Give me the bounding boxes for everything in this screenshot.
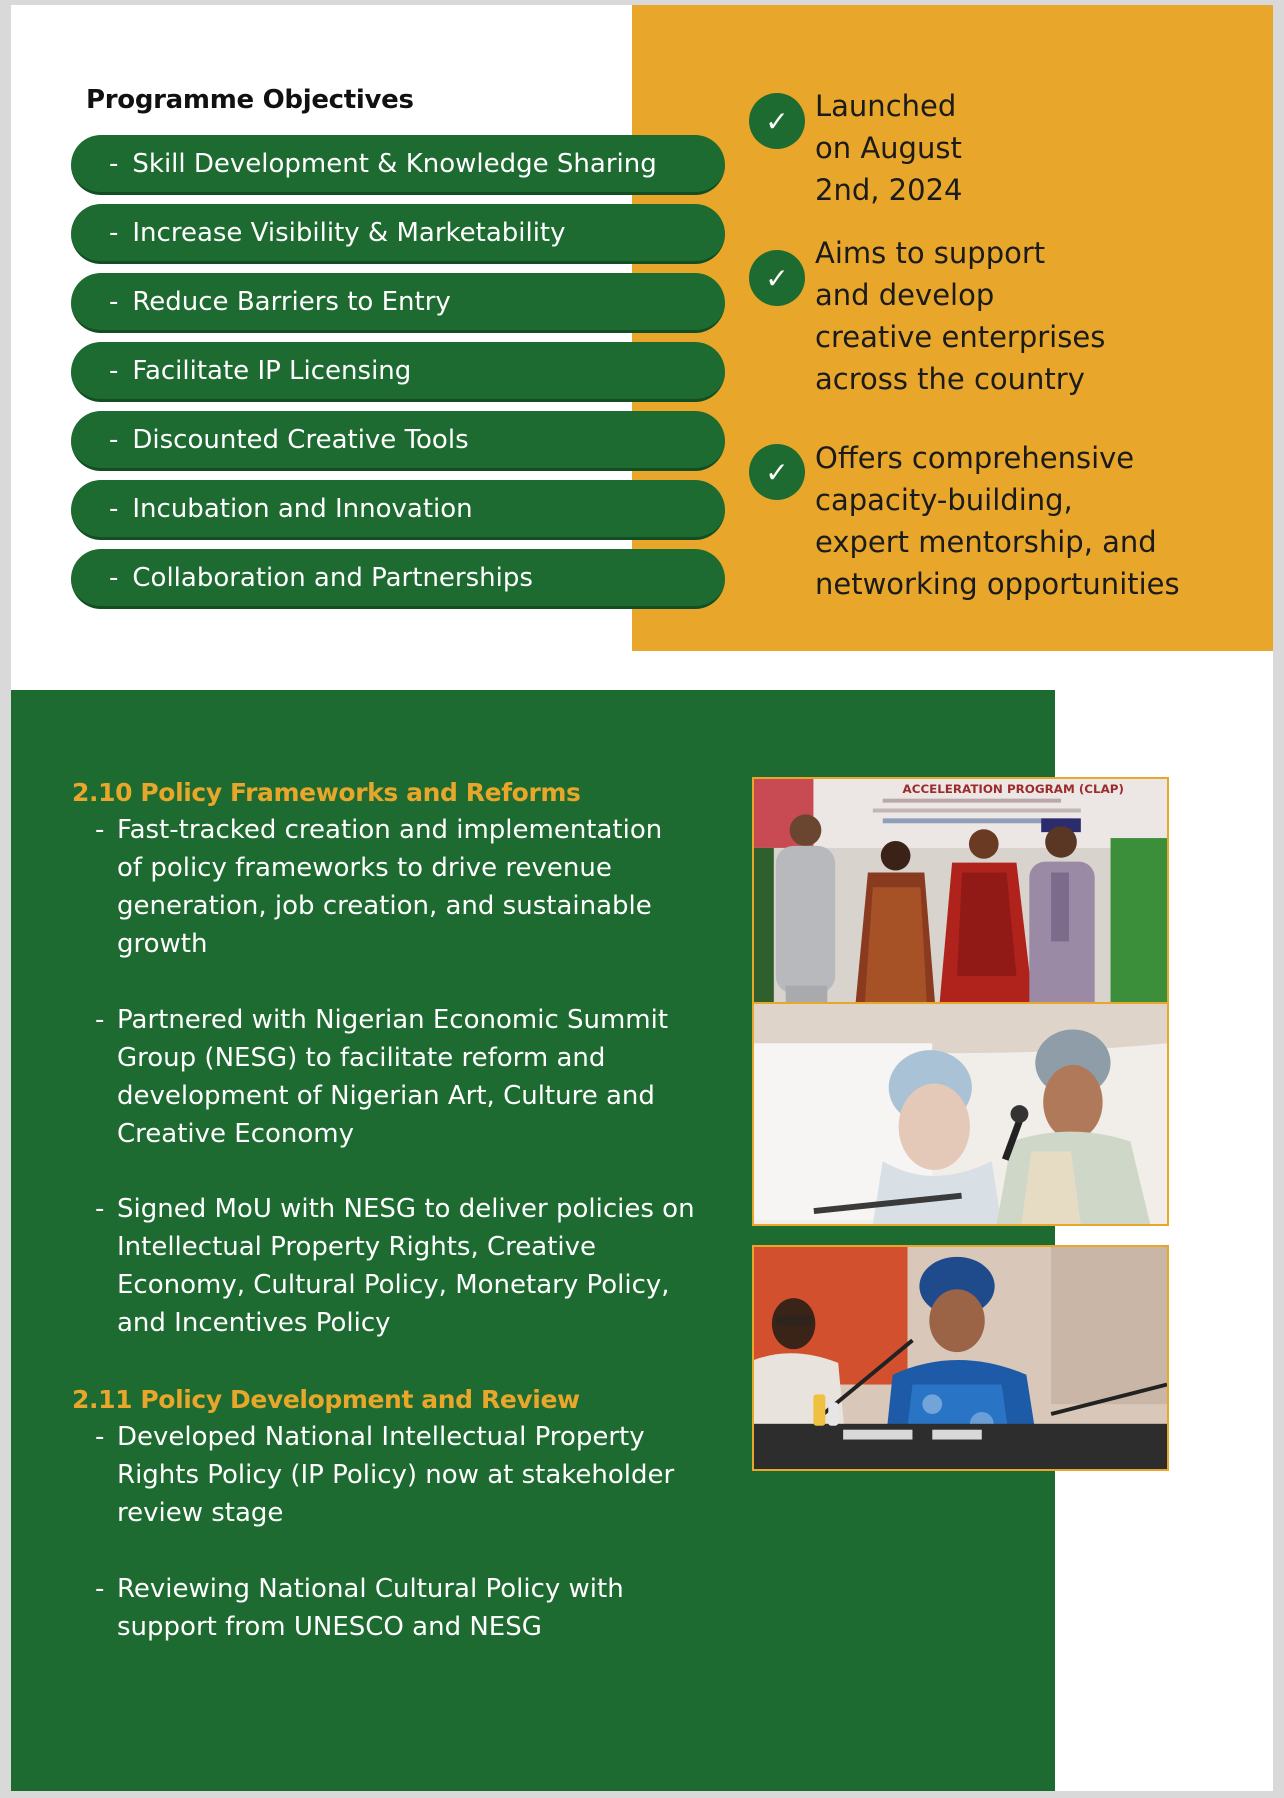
bullet-line: Group (NESG) to facilitate reform and (117, 1043, 606, 1073)
policy-bullet: - Reviewing National Cultural Policy with support from UNESCO and NESG (95, 1570, 695, 1646)
bullet-line: of policy frameworks to drive revenue (117, 853, 612, 883)
bullet-line: Rights Policy (IP Policy) now at stakeholder (117, 1460, 675, 1490)
objective-label: Skill Development & Knowledge Sharing (132, 148, 657, 179)
highlight-line: Launched (815, 89, 957, 123)
bullet-line: generation, job creation, and sustainable (117, 891, 652, 921)
bullet-line: growth (117, 929, 208, 959)
bullet-line: development of Nigerian Art, Culture and (117, 1081, 655, 1111)
objective-label: Facilitate IP Licensing (132, 355, 412, 386)
bullet-line: Partnered with Nigerian Economic Summit (117, 1005, 669, 1035)
highlight-offers (749, 441, 1180, 605)
policy-bullet: - Signed MoU with NESG to deliver policies on Intellectual Property Rights, Creative Economy, Cultural Policy, Monetary Policy, and Incentives Policy (95, 1190, 695, 1342)
bullet-line: Economy, Cultural Policy, Monetary Policy, (117, 1270, 670, 1300)
bullet-line: Developed National Intellectual Property (117, 1422, 645, 1452)
check-circle-icon: ✓ (749, 250, 805, 306)
bullet-line: Reviewing National Cultural Policy with (117, 1574, 624, 1604)
policy-bullet: - Partnered with Nigerian Economic Summit Group (NESG) to facilitate reform and development of Nigerian Art, Culture and Creative Economy (95, 1001, 695, 1153)
highlight-line: and develop (815, 278, 995, 312)
photo-group-launch (752, 777, 1169, 1032)
objective-label: Collaboration and Partnerships (132, 562, 533, 593)
check-circle-icon: ✓ (749, 93, 805, 149)
objective-label: Increase Visibility & Marketability (132, 217, 566, 248)
objective-label: Reduce Barriers to Entry (132, 286, 451, 317)
highlight-launched (749, 89, 963, 211)
objective-pill: - Facilitate IP Licensing (71, 342, 725, 402)
policy-panel (11, 690, 1124, 1791)
banner-text: ACCELERATION PROGRAM (CLAP) (902, 781, 1124, 796)
objective-label: Incubation and Innovation (132, 493, 473, 524)
highlight-line: on August (815, 131, 962, 165)
highlight-line: across the country (815, 362, 1085, 396)
bullet-line: and Incentives Policy (117, 1308, 391, 1338)
section-heading-210: 2.10 Policy Frameworks and Reforms (72, 778, 581, 807)
photo-speaker-screen (752, 1002, 1169, 1226)
policy-bullet: - Fast-tracked creation and implementation of policy frameworks to drive revenue generation, job creation, and sustainable growth (95, 811, 695, 963)
bullet-line: review stage (117, 1498, 284, 1528)
highlight-line: expert mentorship, and (815, 525, 1157, 559)
page (11, 5, 1273, 1791)
objectives-title: Programme Objectives (86, 85, 414, 115)
highlight-line: Aims to support (815, 236, 1046, 270)
bullet-line: Creative Economy (117, 1119, 354, 1149)
highlight-line: capacity-building, (815, 483, 1073, 517)
highlight-line: creative enterprises (815, 320, 1106, 354)
policy-bullet: - Developed National Intellectual Property Rights Policy (IP Policy) now at stakeholder review stage (95, 1418, 695, 1532)
objective-pill: - Skill Development & Knowledge Sharing (71, 135, 725, 195)
objectives-list (71, 135, 725, 618)
highlight-line: 2nd, 2024 (815, 173, 963, 207)
section-heading-211: 2.11 Policy Development and Review (72, 1385, 580, 1414)
objective-label: Discounted Creative Tools (132, 424, 469, 455)
objective-pill: - Discounted Creative Tools (71, 411, 725, 471)
highlights-panel (632, 5, 1273, 651)
objective-pill: - Incubation and Innovation (71, 480, 725, 540)
highlight-aims (749, 236, 1106, 400)
bullet-line: Intellectual Property Rights, Creative (117, 1232, 596, 1262)
highlight-line: networking opportunities (815, 567, 1180, 601)
objective-pill: - Collaboration and Partnerships (71, 549, 725, 609)
objective-pill: - Increase Visibility & Marketability (71, 204, 725, 264)
bullet-line: Signed MoU with NESG to deliver policies on (117, 1194, 695, 1224)
bullet-line: Fast-tracked creation and implementation (117, 815, 663, 845)
highlight-line: Offers comprehensive (815, 441, 1135, 475)
objective-pill: - Reduce Barriers to Entry (71, 273, 725, 333)
check-circle-icon: ✓ (749, 444, 805, 500)
bullet-line: support from UNESCO and NESG (117, 1612, 542, 1642)
photo-panel-discussion (752, 1245, 1169, 1471)
